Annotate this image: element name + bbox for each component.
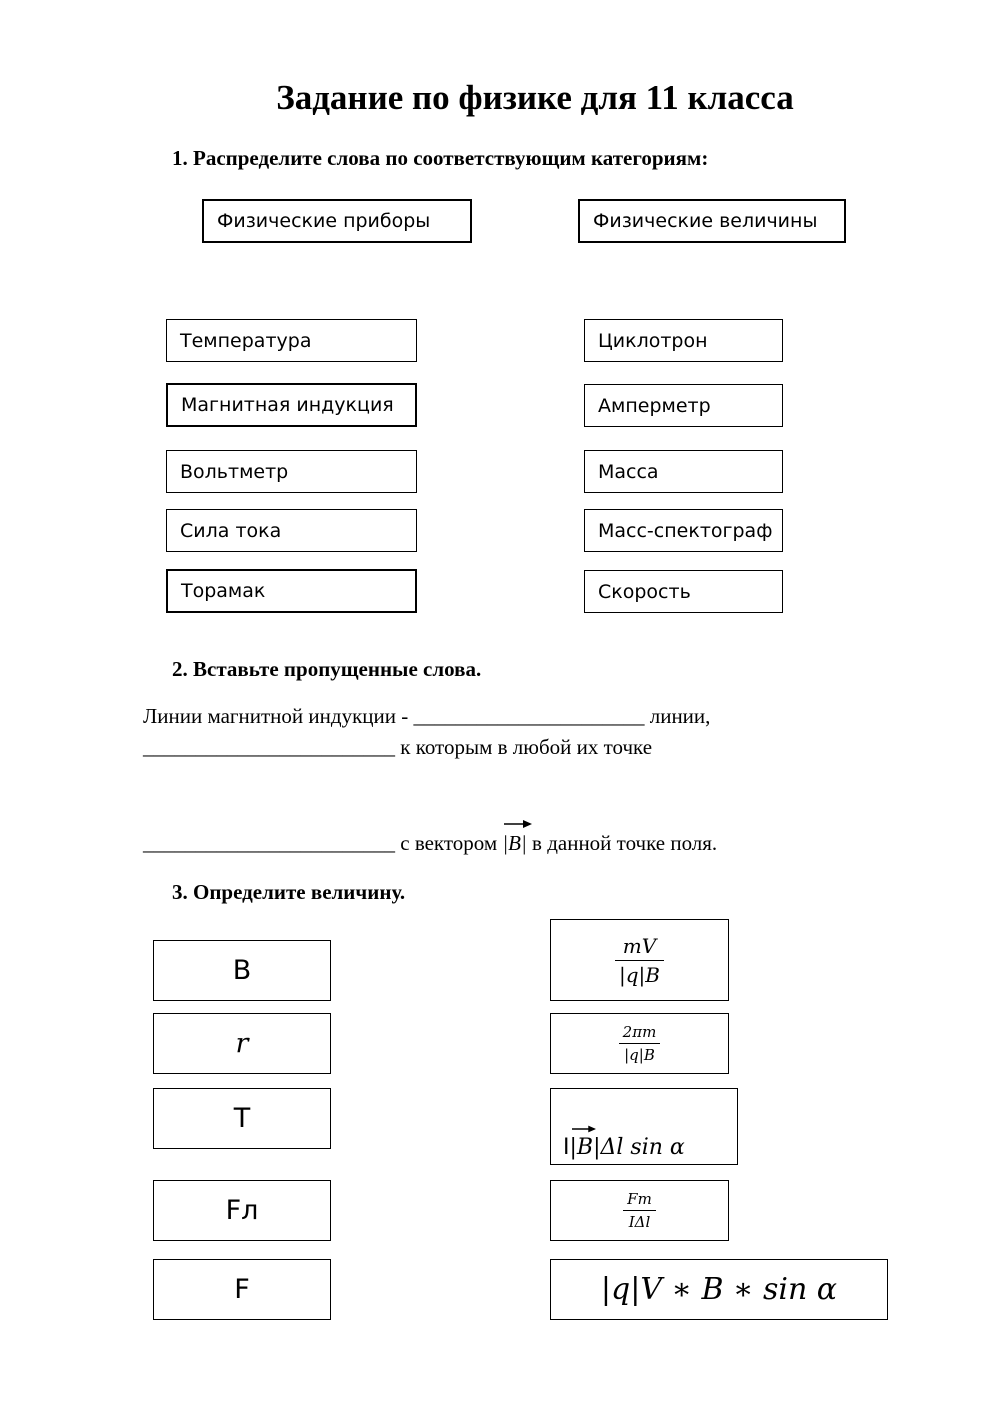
word-card-right-4[interactable]: Масс-спектограф [584,509,783,552]
fill-in-line-3-start: ________________________ с вектором [143,831,503,855]
formula-3-vector-b: |B| [570,1135,601,1160]
fill-in-line-2[interactable]: ________________________ к которым в любой их точке [143,735,653,759]
vector-arrow-icon [572,1124,596,1134]
category-box-quantities[interactable]: Физические величины [578,199,846,243]
vector-arrow-icon [504,819,532,829]
task3-heading: 3. Определите величину. [172,880,406,904]
category-box-instruments[interactable]: Физические приборы [202,199,472,243]
word-card-left-2[interactable]: Магнитная индукция [166,383,417,427]
formula-card-2[interactable] [550,1013,729,1074]
word-card-left-4[interactable]: Сила тока [166,509,417,552]
quantity-card-r[interactable]: r [153,1013,331,1074]
word-card-right-2[interactable]: Амперметр [584,384,783,427]
quantity-card-t[interactable]: T [153,1088,331,1149]
formula-card-1[interactable] [550,919,729,1001]
word-card-right-3[interactable]: Масса [584,450,783,493]
word-card-right-5[interactable]: Скорость [584,570,783,613]
quantity-card-fl[interactable]: Fл [153,1180,331,1241]
quantity-card-f[interactable]: F [153,1259,331,1320]
formula-2-fraction: $\frac{2\pi m}{|q|B}$ [619,1023,661,1064]
task2-heading: 2. Вставьте пропущенные слова. [172,657,482,681]
fill-in-line-3-end: в данной точке поля. [526,831,718,855]
word-card-left-5[interactable]: Торамак [166,569,417,613]
word-card-left-3[interactable]: Вольтметр [166,450,417,493]
task1-heading: 1. Распределите слова по соответствующим категориям: [172,146,709,170]
formula-4-fraction: $\frac{Fm}{\text{IΔl}}$ [623,1190,656,1231]
word-card-right-1[interactable]: Циклотрон [584,319,783,362]
word-card-left-1[interactable]: Температура [166,319,417,362]
quantity-card-b[interactable]: B [153,940,331,1001]
formula-1-fraction: $\frac{mV}{|q|B}$ [615,934,664,987]
page-title: Задание по физике для 11 класса [276,78,794,117]
vector-b: |B| [502,831,526,856]
formula-card-4[interactable] [550,1180,729,1241]
fill-in-line-1[interactable]: Линии магнитной индукции - ______________________ линии, [143,704,711,728]
formula-card-5[interactable]: |q|V ∗ B ∗ sin α [550,1259,888,1320]
formula-card-3[interactable]: I |B| Δl sin α [550,1088,738,1165]
fill-in-line-3[interactable] [143,831,717,856]
